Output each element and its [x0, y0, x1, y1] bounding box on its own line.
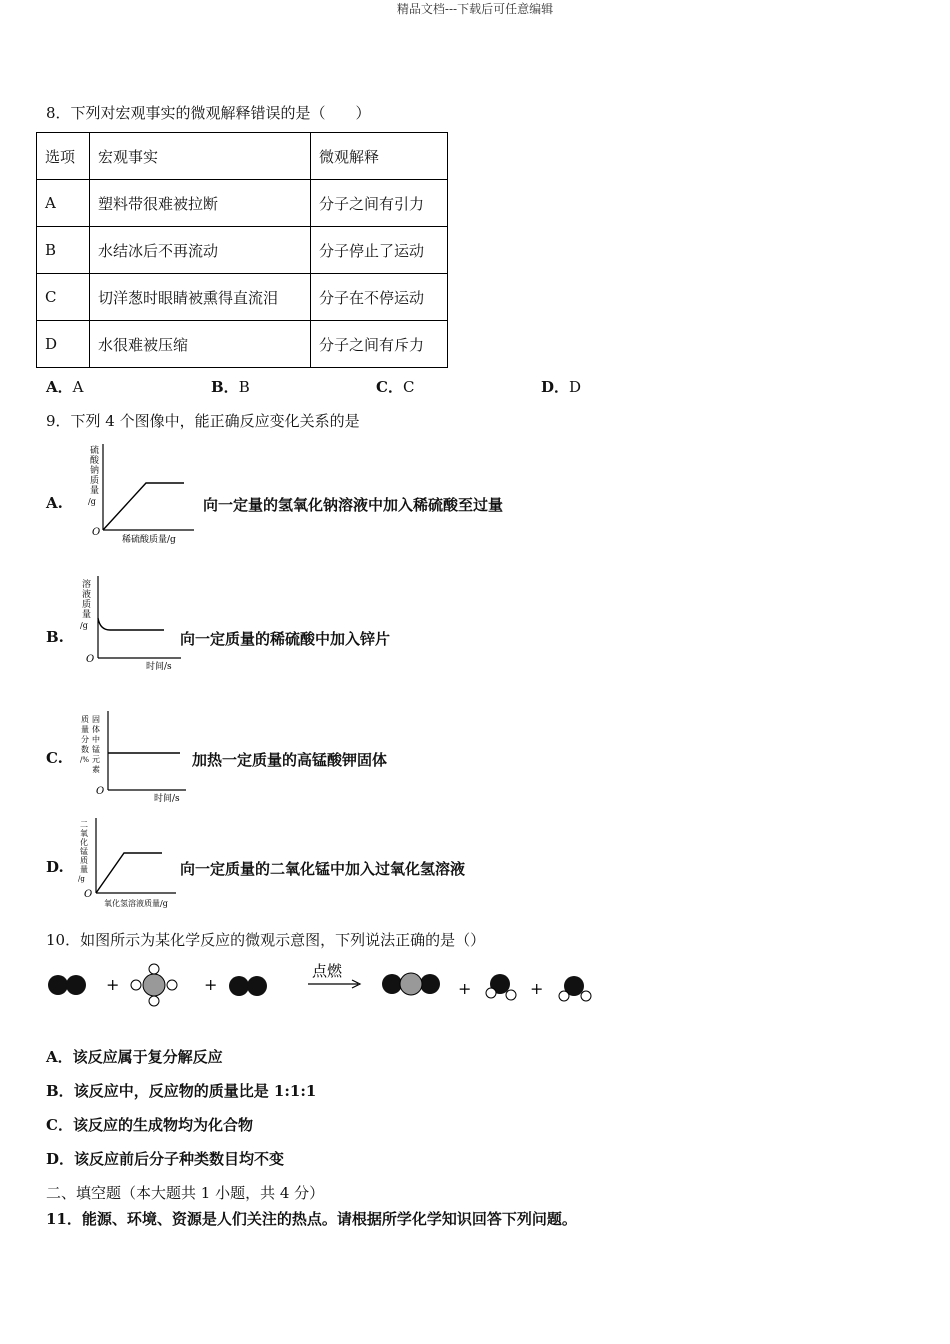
graph-curve: [98, 618, 164, 630]
plus-sign: +: [530, 979, 544, 998]
graph-ylabel-char: 化: [80, 838, 88, 847]
table-row: [37, 180, 448, 227]
q8-option-b: [211, 376, 250, 397]
q10-option-c: [46, 1114, 253, 1135]
q9-graph-d: [76, 815, 186, 913]
graph-ylabel-char: 中: [92, 735, 100, 744]
table-cell: 塑料带很难被拉断: [90, 180, 311, 227]
q10-option-a: [46, 1046, 223, 1067]
graph-ylabel-char: 量: [82, 610, 92, 620]
option-label: A．: [46, 378, 73, 396]
option-label: D．: [46, 1150, 75, 1168]
q9-graph-a: [76, 440, 196, 548]
graph-origin: O: [92, 527, 101, 538]
plus-sign: +: [106, 975, 120, 994]
q9-option-c-text: 加热一定质量的高锰酸钾固体: [192, 751, 388, 769]
table-cell: 分子在不停运动: [311, 274, 448, 321]
graph-origin: O: [84, 889, 93, 900]
option-text: 该反应中，反应物的质量比是 1:1:1: [73, 1082, 317, 1100]
graph-ylabel-char: 量: [90, 486, 100, 496]
option-text: C: [402, 378, 415, 396]
q9-option-a-label: A.: [46, 494, 63, 512]
graph-ylabel-char: 液: [82, 590, 92, 600]
table-row: [37, 321, 448, 368]
table-header-cell: 选项: [37, 133, 90, 180]
table-header-row: [37, 133, 448, 180]
graph-ylabel-char: 锰: [80, 847, 88, 856]
option-text: B: [238, 378, 250, 396]
q8-table: [36, 132, 448, 368]
molecule-h2o-like: [559, 976, 591, 1001]
option-label: C．: [46, 1116, 73, 1134]
graph-ylabel-char: 硫: [90, 446, 100, 456]
option-text: 该反应的生成物均为化合物: [72, 1116, 253, 1134]
table-cell: D: [37, 321, 90, 368]
molecule-diatomic: [48, 975, 86, 995]
q9-option-d-text: 向一定质量的二氧化锰中加入过氧化氢溶液: [180, 860, 466, 878]
table-cell: 切洋葱时眼睛被熏得直流泪: [90, 274, 311, 321]
molecule-diatomic: [229, 976, 267, 996]
graph-ylabel-char: 质: [82, 600, 92, 610]
graph-ylabel-char: 溶: [82, 580, 92, 590]
graph-ylabel-char: 钠: [90, 466, 100, 476]
graph-ylabel-char: 锰: [92, 745, 100, 754]
graph-origin: O: [96, 786, 105, 797]
option-text: D: [569, 378, 582, 396]
graph-ylabel-char: /g: [88, 497, 96, 506]
reaction-diagram: [40, 956, 610, 1012]
q9-graph-b: [76, 574, 186, 674]
q9-option-c-label: C.: [46, 749, 63, 767]
option-text: 该反应前后分子种类数目均不变: [74, 1150, 285, 1168]
table-cell: 分子停止了运动: [311, 227, 448, 274]
molecule-ch4-like: [131, 964, 177, 1006]
graph-ylabel-char: 质: [81, 715, 89, 724]
graph-ylabel-char: 素: [92, 765, 100, 774]
q8-option-a: [46, 376, 83, 397]
graph-ylabel-char: 质: [90, 476, 100, 486]
graph-ylabel-char: 元: [92, 755, 100, 764]
molecule-co2-like: [382, 973, 440, 995]
graph-xlabel: 时间/s: [146, 662, 172, 672]
page-header: 精品文档---下载后可任意编辑: [396, 2, 554, 16]
q9-option-a-text: 向一定量的氢氧化钠溶液中加入稀硫酸至过量: [203, 496, 504, 514]
graph-ylabel-char: 数: [81, 745, 89, 754]
graph-ylabel-char: 酸: [90, 456, 100, 466]
graph-origin: O: [86, 654, 95, 665]
table-header-cell: 微观解释: [311, 133, 448, 180]
q8-stem: 8．下列对宏观事实的微观解释错误的是（ ）: [46, 104, 371, 122]
plus-sign: +: [204, 975, 218, 994]
graph-ylabel-char: 固: [92, 715, 100, 724]
section-heading: 二、填空题（本大题共 1 小题，共 4 分）: [46, 1184, 325, 1202]
option-text: 该反应属于复分解反应: [72, 1048, 223, 1066]
option-label: D．: [541, 378, 570, 396]
option-text: A: [72, 378, 84, 396]
graph-ylabel-char: 质: [80, 856, 88, 865]
q10-option-b: [46, 1080, 316, 1101]
q10-option-d: [46, 1148, 284, 1169]
graph-ylabel-char: /g: [78, 875, 85, 883]
graph-ylabel-char: 氧: [80, 829, 88, 838]
option-label: B．: [211, 378, 239, 396]
q9-stem: 9．下列 4 个图像中，能正确反应变化关系的是: [46, 412, 360, 430]
option-label: B．: [46, 1082, 74, 1100]
graph-ylabel-char: 二: [80, 820, 88, 829]
graph-curve: [96, 853, 162, 893]
option-label: A．: [46, 1048, 73, 1066]
option-label: C．: [376, 378, 403, 396]
q10-stem: 10．如图所示为某化学反应的微观示意图，下列说法正确的是（）: [46, 931, 486, 949]
plus-sign: +: [458, 979, 472, 998]
table-cell: A: [37, 180, 90, 227]
q9-option-d-label: D.: [46, 858, 64, 876]
q9-option-b-text: 向一定质量的稀硫酸中加入锌片: [180, 630, 391, 648]
table-cell: 水很难被压缩: [90, 321, 311, 368]
graph-curve: [103, 483, 184, 530]
q9-option-b-label: B.: [46, 628, 64, 646]
table-cell: C: [37, 274, 90, 321]
q8-option-d: [541, 376, 581, 397]
graph-xlabel: 氧化氢溶液质量/g: [104, 899, 168, 908]
table-header-cell: 宏观事实: [90, 133, 311, 180]
table-row: [37, 274, 448, 321]
table-cell: 分子之间有引力: [311, 180, 448, 227]
graph-xlabel: 时间/s: [154, 794, 180, 804]
graph-ylabel-char: 分: [81, 735, 89, 744]
table-cell: B: [37, 227, 90, 274]
graph-ylabel-char: /g: [80, 621, 88, 630]
table-cell: 水结冰后不再流动: [90, 227, 311, 274]
graph-xlabel: 稀硫酸质量/g: [122, 535, 176, 545]
graph-ylabel-char: 体: [92, 725, 100, 734]
q9-graph-c: [76, 708, 191, 806]
graph-ylabel-char: 量: [80, 865, 88, 874]
q8-option-c: [376, 376, 414, 397]
reaction-condition: 点燃: [312, 962, 343, 980]
molecule-h2o-like: [486, 974, 516, 1000]
graph-ylabel-char: /%: [80, 756, 90, 764]
q11-stem: 11．能源、环境、资源是人们关注的热点。请根据所学化学知识回答下列问题。: [46, 1210, 577, 1228]
graph-ylabel-char: 量: [81, 725, 89, 734]
table-cell: 分子之间有斥力: [311, 321, 448, 368]
table-row: [37, 227, 448, 274]
